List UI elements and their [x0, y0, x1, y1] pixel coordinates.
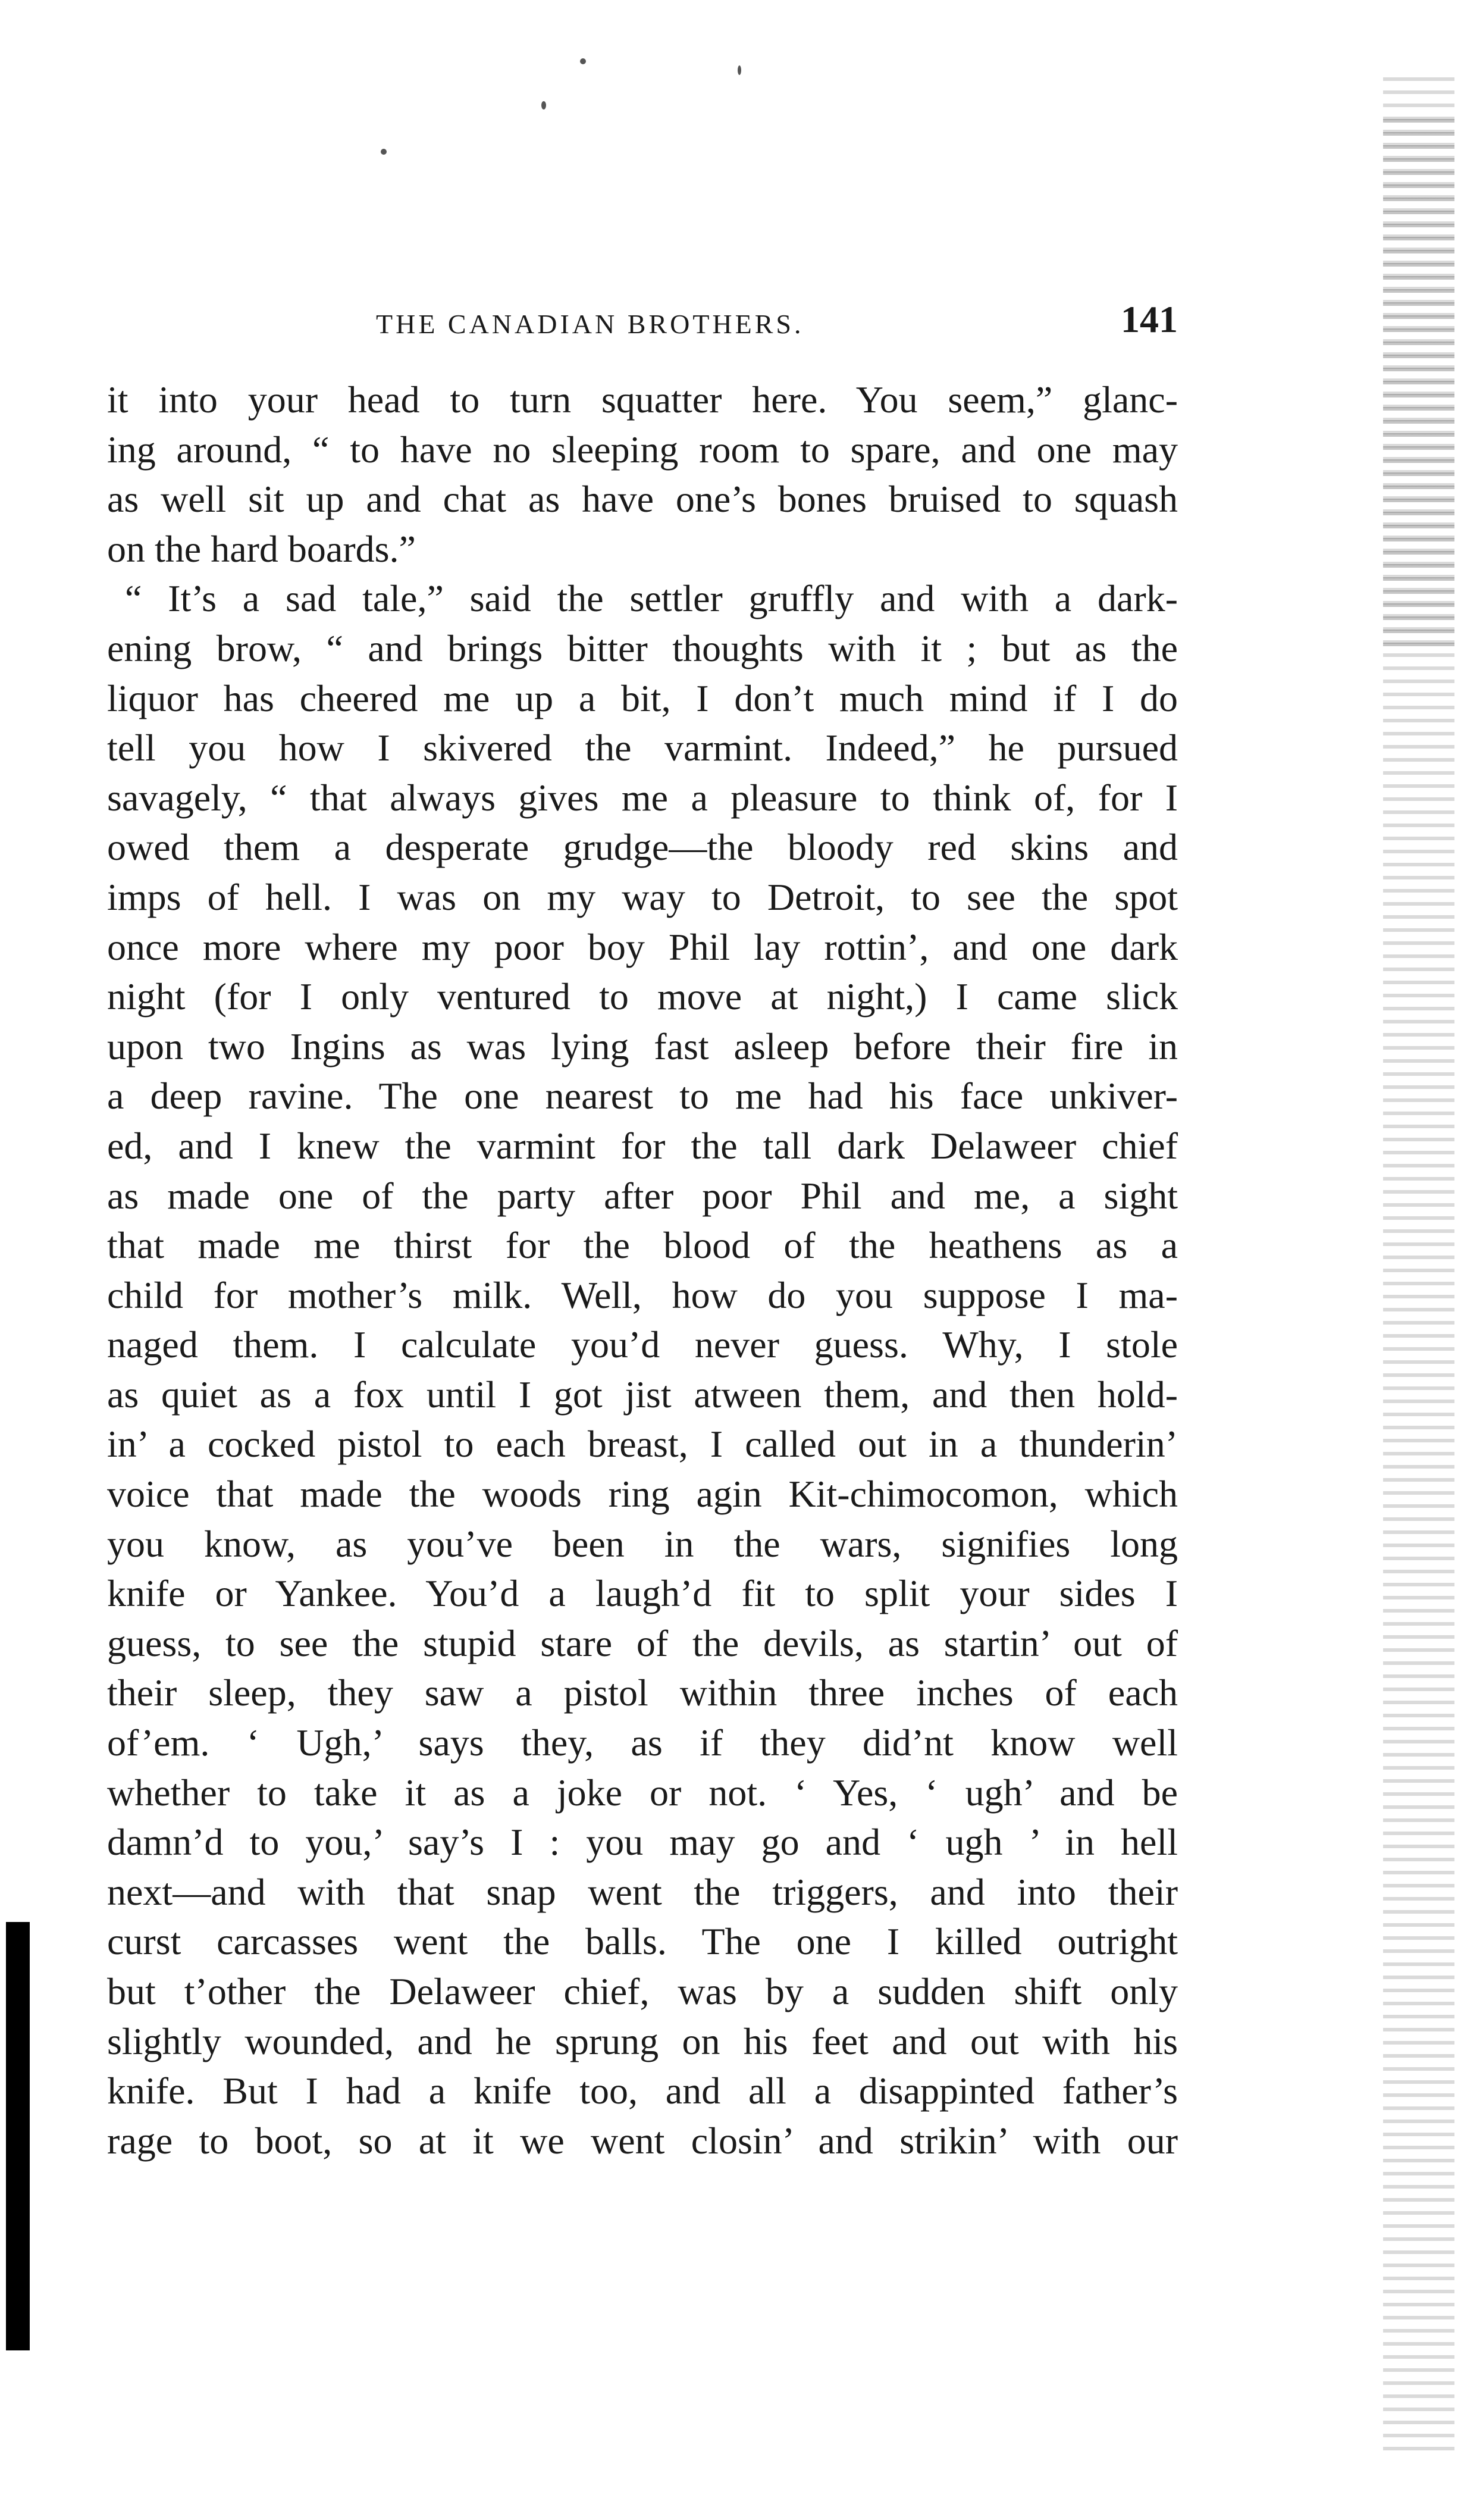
text-line: that made me thirst for the blood of the heathens as a [107, 1224, 1178, 1267]
text-line: tell you how I skivered the varmint. Indeed,” he pursued [107, 727, 1178, 769]
text-line: a deep ravine. The one nearest to me had his face unkiver- [107, 1075, 1178, 1117]
text-line: it into your head to turn squatter here. You seem,” glanc- [107, 378, 1178, 421]
text-line: rage to boot, so at it we went closin’ and strikin’ with our [107, 2119, 1178, 2162]
scan-speck [541, 101, 546, 109]
text-line: “ It’s a sad tale,” said the settler gruffly and with a dark- [125, 577, 1178, 620]
text-line: upon two Ingins as was lying fast asleep before their fire in [107, 1025, 1178, 1068]
text-line: ing around, “ to have no sleeping room to spare, and one may [107, 428, 1178, 471]
text-line: owed them a desperate grudge—the bloody red skins and [107, 826, 1178, 869]
text-line: but t’other the Delaweer chief, was by a sudden shift only [107, 1970, 1178, 2012]
text-line: ening brow, “ and brings bitter thoughts with it ; but as the [107, 627, 1178, 669]
scan-speck [738, 65, 741, 75]
scan-speck [381, 149, 387, 155]
page-header [101, 298, 1190, 351]
text-line: of’em. ‘ Ugh,’ says they, as if they did’nt know well [107, 1721, 1178, 1764]
text-line: voice that made the woods ring agin Kit-chimocomon, which [107, 1473, 1178, 1516]
text-line: damn’d to you,’ say’s I : you may go and ‘ ugh ’ in hell [107, 1821, 1178, 1864]
page-edge-scan-artifact-dense [1383, 119, 1454, 655]
text-line: next—and with that snap went the triggers, and into their [107, 1870, 1178, 1913]
text-line: their sleep, they saw a pistol within three inches of each [107, 1671, 1178, 1714]
text-line: imps of hell. I was on my way to Detroit, to see the spot [107, 875, 1178, 918]
text-line: on the hard boards.” [107, 527, 416, 570]
text-line: savagely, “ that always gives me a pleasure to think of, for I [107, 776, 1178, 819]
text-line: as well sit up and chat as have one’s bones bruised to squash [107, 478, 1178, 521]
text-line: night (for I only ventured to move at night,) I came slick [107, 975, 1178, 1018]
text-line: knife or Yankee. You’d a laugh’d fit to split your sides I [107, 1572, 1178, 1615]
body-text [107, 375, 1178, 2165]
scan-margin-bar [6, 1922, 30, 2350]
text-line: guess, to see the stupid stare of the devils, as startin’ out of [107, 1621, 1178, 1664]
text-line: you know, as you’ve been in the wars, signifies long [107, 1522, 1178, 1565]
text-line: as quiet as a fox until I got jist atween them, and then hold- [107, 1373, 1178, 1416]
page-number: 141 [1121, 298, 1178, 340]
text-line: knife. But I had a knife too, and all a disappinted father’s [107, 2070, 1178, 2112]
text-line: as made one of the party after poor Phil and me, a sight [107, 1174, 1178, 1217]
text-line: once more where my poor boy Phil lay rottin’, and one dark [107, 925, 1178, 968]
running-head: THE CANADIAN BROTHERS. [376, 309, 804, 339]
text-line: child for mother’s milk. Well, how do you suppose I ma- [107, 1273, 1178, 1316]
text-line: slightly wounded, and he sprung on his feet and out with his [107, 2020, 1178, 2062]
text-line: in’ a cocked pistol to each breast, I called out in a thunderin’ [107, 1423, 1178, 1466]
text-line: liquor has cheered me up a bit, I don’t much mind if I do [107, 677, 1178, 719]
text-line: curst carcasses went the balls. The one I killed outright [107, 1920, 1178, 1963]
text-line: whether to take it as a joke or not. ‘ Yes, ‘ ugh’ and be [107, 1771, 1178, 1814]
text-line: naged them. I calculate you’d never guess. Why, I stole [107, 1323, 1178, 1366]
scan-speck [580, 58, 586, 64]
text-line: ed, and I knew the varmint for the tall dark Delaweer chief [107, 1124, 1178, 1167]
